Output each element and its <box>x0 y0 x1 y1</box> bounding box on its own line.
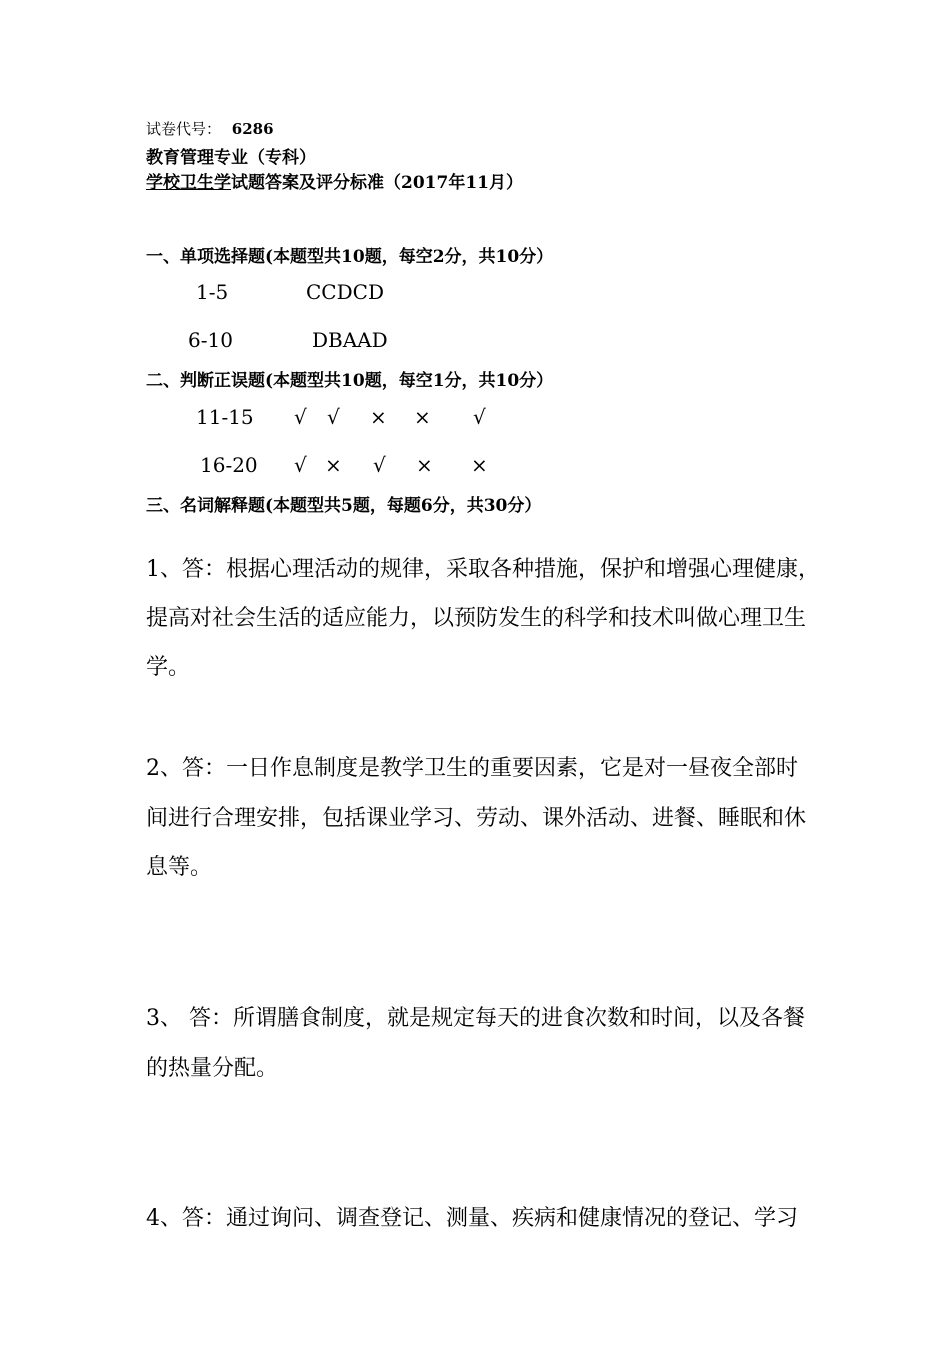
document-title <box>146 168 523 193</box>
tf-mark: √ <box>473 405 486 429</box>
tf-mark: √ <box>327 405 340 429</box>
section3-heading: 三、名词解释题(本题型共5题，每题6分，共30分） <box>146 496 542 516</box>
tf-range-1: 11-15 <box>196 405 254 429</box>
mc-answers-1: CCDCD <box>306 280 384 304</box>
tf-mark: × <box>414 405 431 429</box>
answer-2-line-2: 间进行合理安排，包括课业学习、劳动、课外活动、进餐、睡眠和休 <box>146 806 807 831</box>
answer-1-line-1: 1、答：根据心理活动的规律，采取各种措施，保护和增强心理健康， <box>146 557 820 582</box>
tf-mark: × <box>471 453 488 477</box>
answer-1-line-2: 提高对社会生活的适应能力，以预防发生的科学和技术叫做心理卫生 <box>146 606 807 631</box>
exam-code-value: 6286 <box>231 120 274 138</box>
answer-1-line-3: 学。 <box>146 655 191 680</box>
tf-mark: √ <box>373 453 386 477</box>
tf-mark: × <box>370 405 387 429</box>
tf-range-2: 16-20 <box>200 453 258 477</box>
answer-2-line-1: 2、答：一日作息制度是教学卫生的重要因素，它是对一昼夜全部时 <box>146 756 798 781</box>
answer-3-line-2: 的热量分配。 <box>146 1056 279 1081</box>
tf-mark: √ <box>294 453 307 477</box>
mc-answers-2: DBAAD <box>312 328 388 352</box>
title-rest: 试题答案及评分标准（2017年11月） <box>231 173 523 193</box>
exam-code-line <box>146 118 274 139</box>
tf-mark: × <box>416 453 433 477</box>
answer-4-line-1: 4、答：通过询问、调查登记、测量、疾病和健康情况的登记、学习 <box>146 1206 798 1231</box>
answer-3-line-1: 3、 答：所谓膳食制度，就是规定每天的进食次数和时间，以及各餐 <box>146 1006 805 1031</box>
course-name: 学校卫生学 <box>146 173 231 193</box>
section2-heading: 二、判断正误题(本题型共10题，每空1分，共10分） <box>146 371 554 391</box>
tf-mark: × <box>325 453 342 477</box>
answer-2-line-3: 息等。 <box>146 855 213 880</box>
exam-code-label: 试卷代号： <box>146 120 222 138</box>
program-name: 教育管理专业（专科） <box>146 148 316 168</box>
mc-range-1: 1-5 <box>196 280 229 304</box>
section1-heading: 一、单项选择题(本题型共10题，每空2分，共10分） <box>146 247 554 267</box>
tf-mark: √ <box>294 405 307 429</box>
mc-range-2: 6-10 <box>188 328 233 352</box>
